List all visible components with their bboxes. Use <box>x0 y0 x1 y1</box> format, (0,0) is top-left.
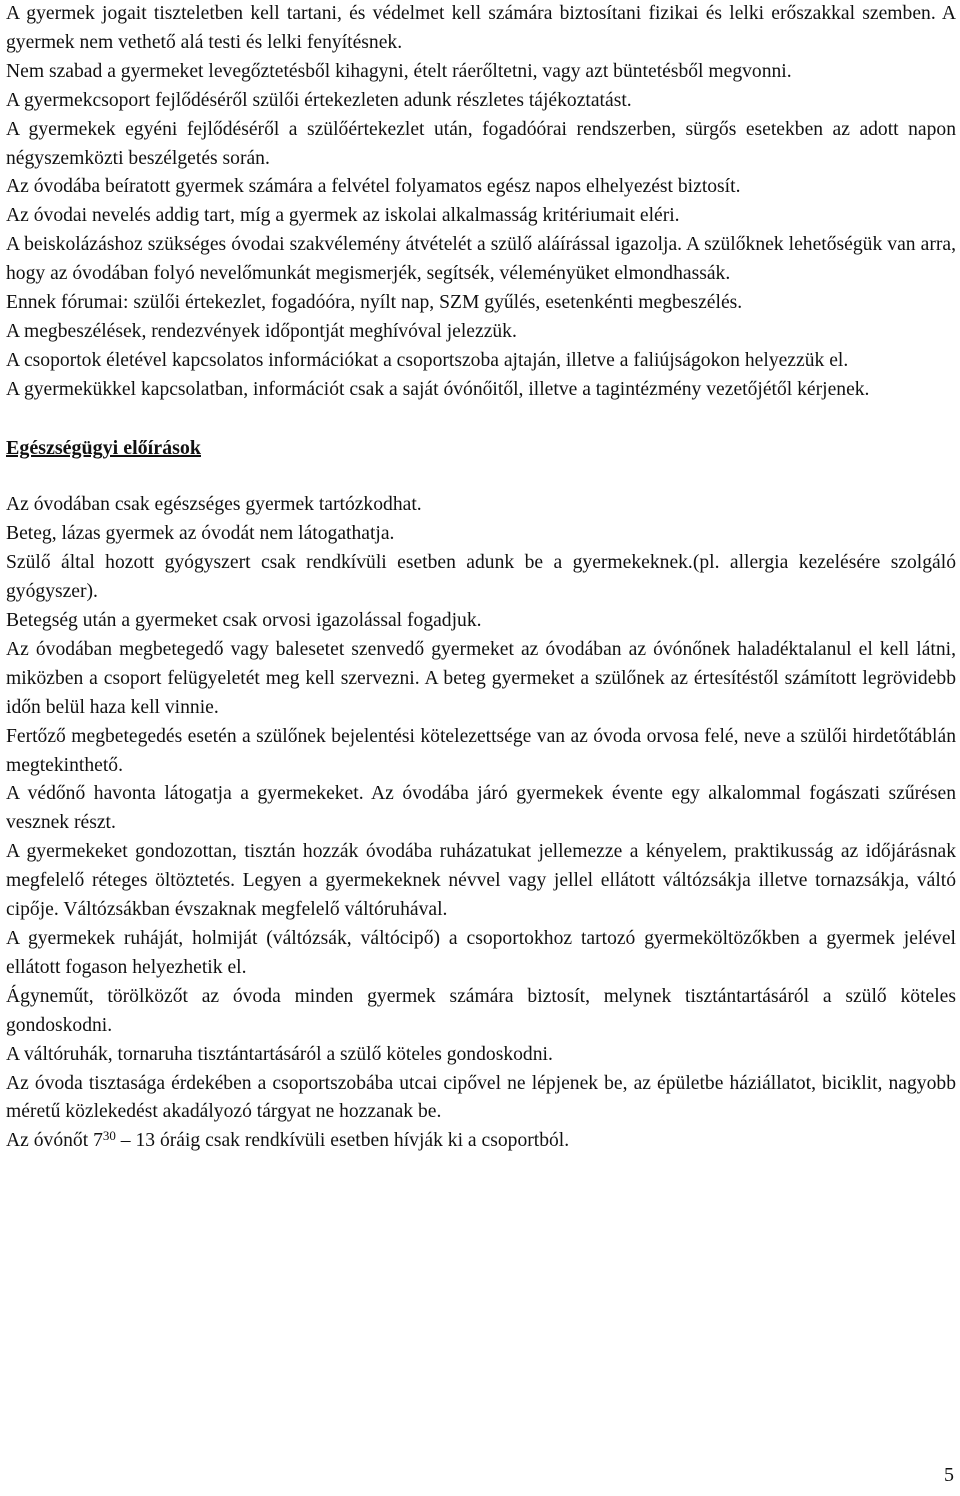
paragraph-sudden-illness: Az óvodában megbetegedő vagy balesetet szenvedő gyermeket az óvodában az óvónőnek haladéktalanul el kell látni, miközben a csoport felügyeletét meg kell szervezni. A beteg gyermeket a szülőnek az értesítéstől számított legrövidebb időn belül haza kell vinnie. <box>6 638 956 718</box>
paragraph-school-readiness: A beiskolázáshoz szükséges óvodai szakvélemény átvételét a szülő aláírással igazolja. A szülőknek lehetőségük van arra, hogy az óvodában folyó nevelőmunkát megismerjék, segítsék, véleményüket elmondhassák. <box>6 234 956 285</box>
last-line-before: Az óvónőt 7 <box>6 1130 103 1152</box>
paragraph-outdoor-time: Nem szabad a gyermeket levegőztetésből kihagyni, ételt ráerőltetni, vagy azt büntetésből megvonni. <box>6 60 792 82</box>
paragraph-infectious-disease: Fertőző megbetegedés esetén a szülőnek bejelentési kötelezettsége van az óvoda orvosa felé, neve a szülői hirdetőtáblán megtekinthető. <box>6 725 956 776</box>
paragraph-calling-teacher <box>6 1127 956 1156</box>
paragraph-information-board: A csoportok életével kapcsolatos információkat a csoportszoba ajtaján, illetve a faliújságokon helyezzük el. <box>6 349 849 371</box>
page-number: 5 <box>944 1464 954 1486</box>
paragraph-education-duration: Az óvodai nevelés addig tart, míg a gyermek az iskolai alkalmasság kritériumait eléri. <box>6 205 680 227</box>
paragraph-child-rights: A gyermek jogait tiszteletben kell tartani, és védelmet kell számára biztosítani fizikai és lelki erőszakkal szemben. A gyermek nem vethető alá testi és lelki fenyítésnek. <box>6 3 956 53</box>
paragraph-enrollment: Az óvodába beíratott gyermek számára a felvétel folyamatos egész napos elhelyezést biztosít. <box>6 176 741 198</box>
paragraph-spare-clothes: A váltóruhák, tornaruha tisztántartásáról a szülő köteles gondoskodni. <box>6 1043 553 1065</box>
document-page <box>6 0 956 1156</box>
paragraph-individual-development: A gyermekek egyéni fejlődéséről a szülőértekezlet után, fogadóórai rendszerben, sürgős esetekben az adott napon négyszemközti beszélgetés során. <box>6 118 956 169</box>
paragraph-clothing: A gyermekeket gondozottan, tisztán hozzák óvodába ruházatukat jellemezze a kényelem, praktikusság az időjárásnak megfelelő réteges öltöztetés. Legyen a gyermekeknek névvel vagy jellel ellátott váltózsákja illetve tornazsákja, váltó cipője. Váltózsákban évszaknak megfelelő váltóruhával. <box>6 841 956 921</box>
paragraph-meetings: A megbeszélések, rendezvények időpontját meghívóval jelezzük. <box>6 320 517 342</box>
paragraph-medicine: Szülő által hozott gyógyszert csak rendkívüli esetben adunk be a gyermekeknek.(pl. allergia kezelésére szolgáló gyógyszer). <box>6 552 956 603</box>
spacer <box>6 462 956 491</box>
paragraph-contact: A gyermekükkel kapcsolatban, információt csak a saját óvónőitől, illetve a tagintézmény vezetőjétől kérjenek. <box>6 378 870 400</box>
paragraph-bedding: Ágyneműt, törölközőt az óvoda minden gyermek számára biztosít, melynek tisztántartásáról a szülő köteles gondoskodni. <box>6 985 956 1036</box>
paragraph-healthy-only: Az óvodában csak egészséges gyermek tartózkodhat. <box>6 494 422 516</box>
time-superscript: 30 <box>102 1128 116 1144</box>
section-general-rules <box>6 0 956 405</box>
paragraph-cleanliness: Az óvoda tisztasága érdekében a csoportszobába utcai cipővel ne lépjenek be, az épületbe háziállatot, biciklit, nagyobb méretű közlekedést akadályozó tárgyat ne hozzanak be. <box>6 1072 956 1123</box>
paragraph-forums: Ennek fórumai: szülői értekezlet, fogadóóra, nyílt nap, SZM gyűlés, esetenkénti megbeszélés. <box>6 292 743 314</box>
section-heading-health: Egészségügyi előírások <box>6 436 201 459</box>
paragraph-group-development: A gyermekcsoport fejlődéséről szülői értekezleten adunk részletes tájékoztatást. <box>6 89 632 111</box>
paragraph-sick-child: Beteg, lázas gyermek az óvodát nem látogathatja. <box>6 523 395 545</box>
section-health-rules <box>6 491 956 1156</box>
spacer <box>6 405 956 434</box>
paragraph-after-illness: Betegség után a gyermeket csak orvosi igazolással fogadjuk. <box>6 610 482 631</box>
paragraph-cloakroom: A gyermekek ruháját, holmiját (váltózsák, váltócipő) a csoportokhoz tartozó gyermeköltözőkben a gyermek jelével ellátott fogason helyezhetik el. <box>6 927 956 978</box>
paragraph-health-visitor: A védőnő havonta látogatja a gyermekeket. Az óvodába járó gyermekek évente egy alkalommal fogászati szűrésen vesznek részt. <box>6 783 956 834</box>
last-line-after: – 13 óráig csak rendkívüli esetben hívják ki a csoportból. <box>115 1130 570 1152</box>
